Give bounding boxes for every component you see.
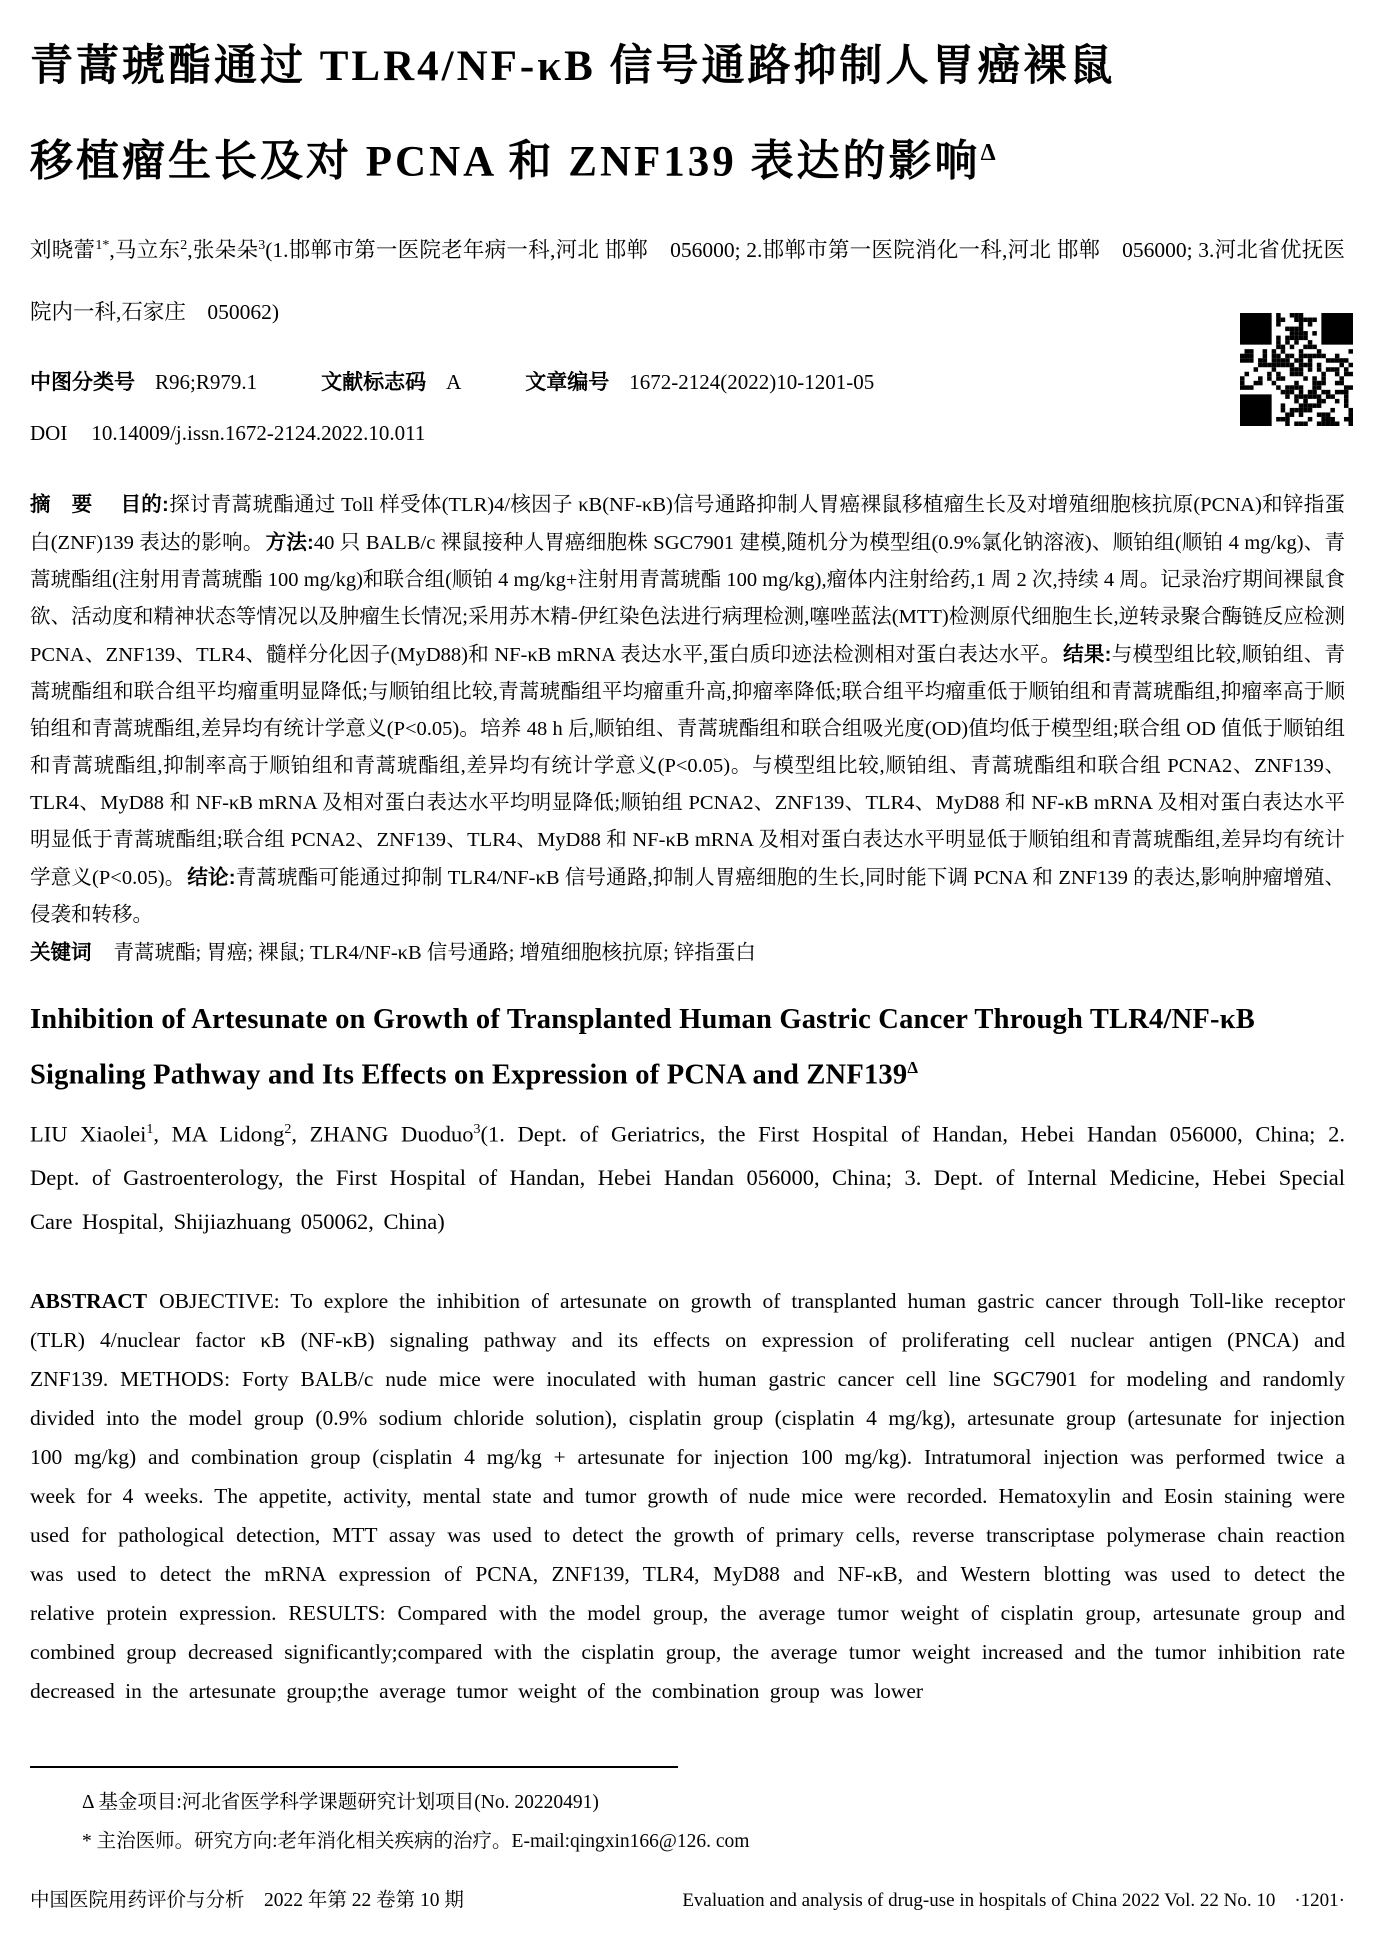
footnote-block	[30, 1766, 1345, 1864]
page-number: ·1201·	[1294, 1890, 1345, 1911]
article-title-en	[30, 996, 1345, 1100]
article-title-zh	[30, 24, 1345, 205]
doc-code-value: A	[446, 370, 462, 395]
page-footer	[30, 1886, 1345, 1916]
author-en-2-sup: 2	[284, 1121, 292, 1137]
objective-zh-label: 目的:	[120, 493, 169, 517]
journal-name-zh: 中国医院用药评价与分析 2022 年第 22 卷第 10 期	[30, 1890, 464, 1911]
author-zh-2: ,马立东	[109, 238, 181, 263]
author-en-2: , MA Lidong	[153, 1121, 285, 1147]
fund-footnote-marker: Δ	[82, 1792, 94, 1813]
title-zh-line1: 青蒿琥酯通过 TLR4/NF-κB 信号通路抑制人胃癌裸鼠	[30, 43, 1116, 90]
doi-label: DOI	[30, 421, 68, 446]
keywords-zh-label: 关键词	[30, 941, 92, 965]
abstract-zh	[30, 486, 1345, 934]
keywords-zh	[30, 934, 1345, 972]
article-id-label: 文章编号	[525, 371, 610, 395]
keywords-zh-text: 青蒿琥酯; 胃癌; 裸鼠; TLR4/NF-κB 信号通路; 增殖细胞核抗原; 锌指蛋白	[113, 942, 756, 965]
author-en-1: LIU Xiaolei	[30, 1121, 147, 1147]
author-zh-2-sup: 2	[180, 238, 188, 254]
abstract-zh-label: 摘 要	[30, 493, 93, 517]
objective-en-label: OBJECTIVE:	[159, 1289, 280, 1314]
footnote-divider	[30, 1766, 678, 1768]
title-zh-line2: 移植瘤生长及对 PCNA 和 ZNF139 表达的影响	[30, 138, 981, 186]
methods-zh-text: 40 只 BALB/c 裸鼠接种人胃癌细胞株 SGC7901 建模,随机分为模型组(0.9%氯化钠溶液)、顺铂组(顺铂 4 mg/kg)、青蒿琥酯组(注射用青蒿琥酯 100 mg/kg)和联合组(顺铂 4 mg/kg+注射用青蒿琥酯 100 mg/kg),瘤体内注射给药,1 周 2 次,持续 4 周。记录治疗期间裸鼠食欲、活动度和精神状态等情况以及肿瘤生长情况;采用苏木精-伊红染色法进行病理检测,噻唑蓝法(MTT)检测原代细胞生长,逆转录聚合酶链反应检测 PCNA、ZNF139、TLR4、髓样分化因子(MyD88)和 NF-κB mRNA 表达水平,蛋白质印迹法检测相对蛋白表达水平。	[30, 532, 1345, 667]
methods-en-text: Forty BALB/c nude mice were inoculated with human gastric cancer cell line SGC7901 for modeling and randomly divided into the model group (0.9% sodium chloride solution), cisplatin group (cisplatin 4 mg/kg), artesunate group (artesunate for injection 100 mg/kg) and combination group (cisplatin 4 mg/kg + artesunate for injection 100 mg/kg). Intratumoral injection was performed twice a week for 4 weeks. The appetite, activity, mental state and tumor growth of nude mice were recorded. Hematoxylin and Eosin staining were used for pathological detection, MTT assay was used to detect the growth of primary cells, reverse transcriptase polymerase chain reaction was used to detect the mRNA expression of PCNA, ZNF139, TLR4, MyD88 and NF-κB, and Western blotting was used to detect the relative protein expression.	[30, 1367, 1345, 1626]
objective-zh-text: 探讨青蒿琥酯通过 Toll 样受体(TLR)4/核因子 κB(NF-κB)信号通路抑制人胃癌裸鼠移植瘤生长及对增殖细胞核抗原(PCNA)和锌指蛋白(ZNF)139 表达的影响。	[30, 494, 1346, 555]
results-en-label: RESULTS:	[288, 1601, 386, 1626]
doi-value: 10.14009/j.issn.1672-2124.2022.10.011	[91, 421, 426, 446]
abstract-en	[30, 1282, 1345, 1711]
results-en-text: Compared with the model group, the average tumor weight of cisplatin group, artesunate group and combined group decreased significantly;compared with the cisplatin group, the average tumor weight increased and the tumor inhibition rate decreased in the artesunate group;the average tumor weight of the combination group was lower	[30, 1601, 1346, 1704]
author-en-3-sup: 3	[473, 1121, 481, 1137]
clc-value: R96;R979.1	[155, 370, 258, 395]
affiliations-zh: (1.邯郸市第一医院老年病一科,河北 邯郸 056000; 2.邯郸市第一医院消化一科,河北 邯郸 056000; 3.河北省优抚医院内一科,石家庄 050062)	[30, 238, 1345, 325]
fund-footnote	[30, 1786, 1345, 1819]
author-footnote	[30, 1825, 1345, 1858]
author-zh-1-sup: 1*	[95, 238, 110, 254]
objective-en-text: To explore the inhibition of artesunate on growth of transplanted human gastric cancer through Toll-like receptor (TLR) 4/nuclear factor κB (NF-κB) signaling pathway and its effects on expression of proliferating cell nuclear antigen (PNCA) and ZNF139.	[30, 1289, 1345, 1392]
qr-code-image	[1240, 313, 1353, 426]
title-en-fund-marker: Δ	[907, 1058, 919, 1078]
results-zh-text: 与模型组比较,顺铂组、青蒿琥酯组和联合组平均瘤重明显降低;与顺铂组比较,青蒿琥酯组平均瘤重升高,抑瘤率降低;联合组平均瘤重低于顺铂组和青蒿琥酯组,抑瘤率高于顺铂组和青蒿琥酯组,差异均有统计学意义(P<0.05)。培养 48 h 后,顺铂组、青蒿琥酯组和联合组吸光度(OD)值均低于模型组;联合组 OD 值低于顺铂组和青蒿琥酯组,抑制率高于顺铂组和青蒿琥酯组,差异均有统计学意义(P<0.05)。与模型组比较,顺铂组、青蒿琥酯组和联合组 PCNA2、ZNF139、TLR4、MyD88 和 NF-κB mRNA 及相对蛋白表达水平均明显降低;顺铂组 PCNA2、ZNF139、TLR4、MyD88 和 NF-κB mRNA 及相对蛋白表达水平明显低于青蒿琥酯组;联合组 PCNA2、ZNF139、TLR4、MyD88 和 NF-κB mRNA 及相对蛋白表达水平明显低于顺铂组和青蒿琥酯组,差异均有统计学意义(P<0.05)。	[30, 644, 1346, 890]
doc-code-label: 文献标志码	[321, 371, 427, 395]
author-zh-3: ,张朵朵	[187, 238, 259, 263]
abstract-en-label: ABSTRACT	[30, 1289, 148, 1314]
author-zh-1: 刘晓蕾	[30, 238, 96, 263]
fund-note-marker: Δ	[980, 140, 996, 166]
title-en-line1: Inhibition of Artesunate on Growth of Transplanted Human Gastric Cancer Through TLR4/NF-κB	[30, 1004, 1255, 1036]
author-footnote-marker: *	[82, 1831, 92, 1852]
conclusion-zh-text: 青蒿琥酯可能通过抑制 TLR4/NF-κB 信号通路,抑制人胃癌细胞的生长,同时能下调 PCNA 和 ZNF139 的表达,影响肿瘤增殖、侵袭和转移。	[30, 867, 1346, 927]
meta-row	[30, 367, 1345, 398]
results-zh-label: 结果:	[1063, 643, 1112, 667]
methods-zh-label: 方法:	[265, 531, 314, 555]
author-en-1-sup: 1	[146, 1121, 154, 1137]
qr-code	[1240, 313, 1353, 426]
authors-affiliations-en	[30, 1108, 1345, 1245]
journal-name-en	[682, 1886, 1345, 1916]
journal-citation-en: Evaluation and analysis of drug-use in hospitals of China 2022 Vol. 22 No. 10	[682, 1890, 1276, 1911]
doi-row	[30, 418, 1345, 448]
article-id-value: 1672-2124(2022)10-1201-05	[629, 370, 875, 395]
author-en-3: , ZHANG Duoduo	[291, 1121, 474, 1147]
affiliations-en: (1. Dept. of Geriatrics, the First Hospital of Handan, Hebei Handan 056000, China; 2. Dept. of Gastroenterology, the First Hospital of Handan, Hebei Handan 056000, China; 3. Dept. of Internal Medicine, Hebei Special Care Hospital, Shijiazhuang 050062, China)	[30, 1121, 1345, 1235]
author-footnote-text: 主治医师。研究方向:老年消化相关疾病的治疗。E-mail:qingxin166@126. com	[96, 1831, 750, 1852]
fund-footnote-text: 基金项目:河北省医学科学课题研究计划项目(No. 20220491)	[98, 1792, 599, 1813]
title-en-line2: Signaling Pathway and Its Effects on Expression of PCNA and ZNF139	[30, 1059, 908, 1091]
authors-affiliations-zh	[30, 215, 1345, 343]
author-zh-3-sup: 3	[258, 238, 266, 254]
conclusion-zh-label: 结论:	[187, 866, 236, 890]
methods-en-label: METHODS:	[120, 1367, 231, 1392]
clc-label: 中图分类号	[30, 371, 135, 395]
